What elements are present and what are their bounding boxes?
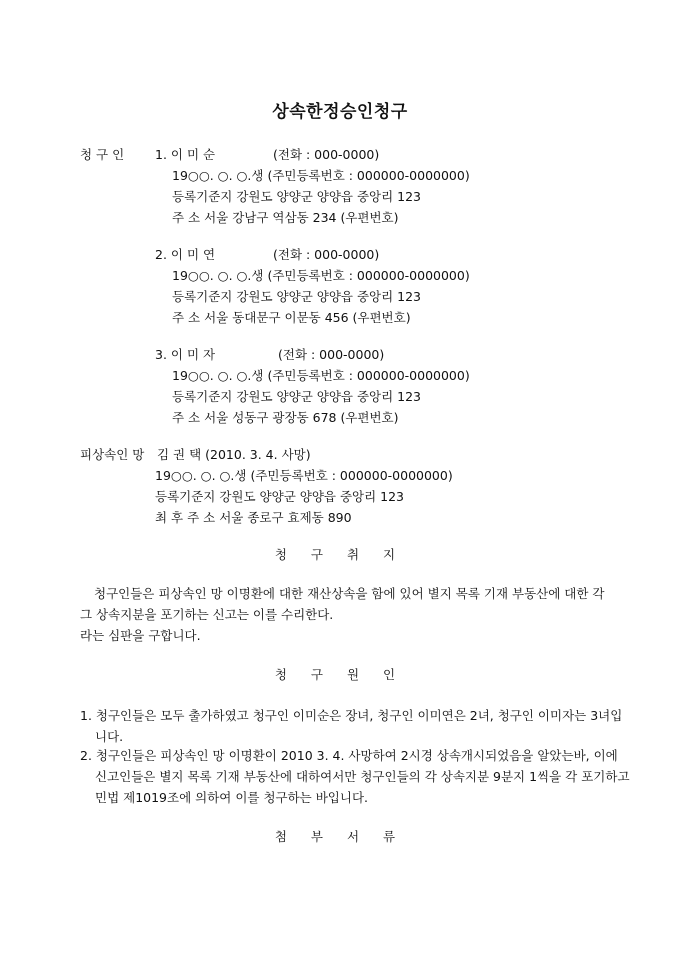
claimant-2-phone: (전화 : 000-0000): [273, 247, 380, 262]
cause-item-2: 2. 청구인들은 피상속인 망 이명환이 2010 3. 4. 사망하여 2시경 상속개시되었음을 알았는바, 이에 신고인들은 별지 목록 기재 부동산에 대하여서만 청구인들의 각 상속지분 9분지 1씩을 각 포기하고 민법 제1019조에 의하여 이를 청구하는 바입니다.: [80, 748, 630, 805]
claimant-2-name: 2. 이 미 연: [155, 247, 216, 262]
claimant-1-phone: (전화 : 000-0000): [273, 147, 380, 162]
claimant-1-registry: 등록기준지 강원도 양양군 양양읍 중앙리 123: [172, 189, 422, 204]
attachments-heading: 첨 부 서 류: [274, 829, 406, 844]
claimant-3-birth: 19○○. ○. ○.생 (주민등록번호 : 000000-0000000): [172, 368, 470, 383]
cause-heading: 청 구 원 인: [274, 667, 406, 682]
deceased-birth: 19○○. ○. ○.생 (주민등록번호 : 000000-0000000): [155, 468, 453, 483]
deceased-last-address: 최 후 주 소 서울 종로구 효제동 890: [155, 510, 352, 525]
claimant-3-registry: 등록기준지 강원도 양양군 양양읍 중앙리 123: [172, 389, 422, 404]
claimant-1-address: 주 소 서울 강남구 역삼동 234 (우편번호): [172, 210, 399, 225]
deceased-name: 김 권 택 (2010. 3. 4. 사망): [157, 447, 311, 462]
claimant-2-birth: 19○○. ○. ○.생 (주민등록번호 : 000000-0000000): [172, 268, 470, 283]
claimant-label: 청 구 인: [80, 147, 125, 162]
cause-item-1: 1. 청구인들은 모두 출가하였고 청구인 이미순은 장녀, 청구인 이미연은 2녀, 청구인 이미자는 3녀입니다.: [80, 708, 623, 744]
deceased-registry: 등록기준지 강원도 양양군 양양읍 중앙리 123: [155, 489, 405, 504]
deceased-label: 피상속인 망: [80, 447, 145, 462]
claimant-3-name: 3. 이 미 자: [155, 347, 216, 362]
claimant-1-birth: 19○○. ○. ○.생 (주민등록번호 : 000000-0000000): [172, 168, 470, 183]
document-title: 상속한정승인청구: [272, 102, 408, 122]
claimant-3-phone: (전화 : 000-0000): [278, 347, 385, 362]
claimant-2-address: 주 소 서울 동대문구 이문동 456 (우편번호): [172, 310, 411, 325]
purpose-heading: 청 구 취 지: [274, 547, 406, 562]
claimant-2-registry: 등록기준지 강원도 양양군 양양읍 중앙리 123: [172, 289, 422, 304]
purpose-text: 청구인들은 피상속인 망 이명환에 대한 재산상속을 함에 있어 별지 목록 기재 부동산에 대한 각 그 상속지분을 포기하는 신고는 이를 수리한다.: [80, 586, 605, 622]
purpose-closing: 라는 심판을 구합니다.: [80, 628, 201, 643]
claimant-3-address: 주 소 서울 성동구 광장동 678 (우편번호): [172, 410, 399, 425]
claimant-1-name: 1. 이 미 순: [155, 147, 216, 162]
